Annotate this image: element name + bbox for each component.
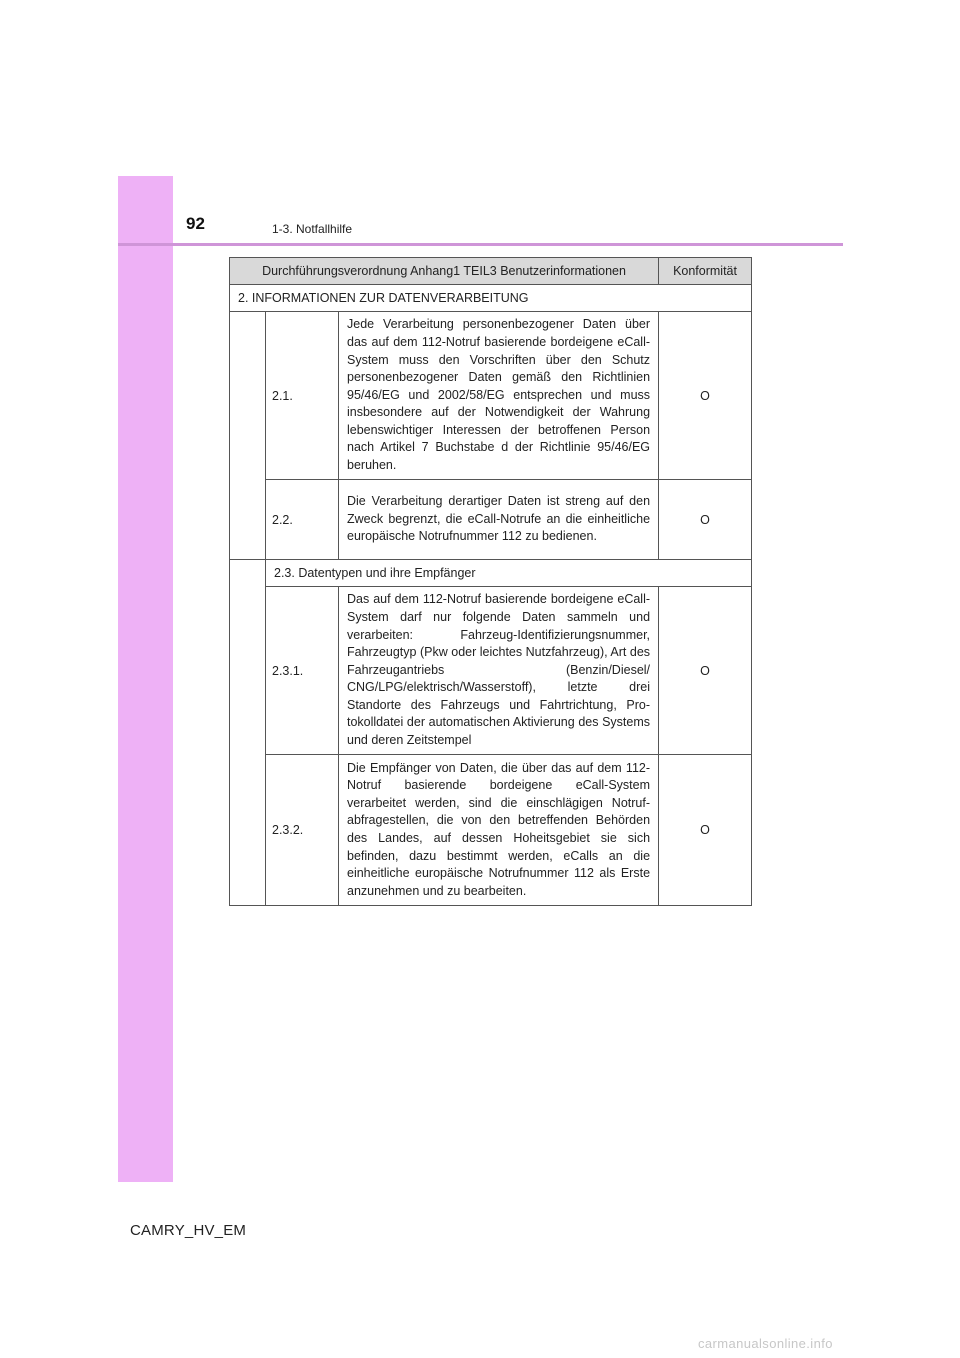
table-row <box>230 587 752 755</box>
table-header-row <box>230 258 752 285</box>
indent-cell <box>230 312 266 560</box>
row-text: Die Empfänger von Daten, die über das auf dem 112-Notruf basierende bordeigene eCall-System verarbeitet werden, sind die einschlägigen Notrufabfragestellen, die von den betreffenden Behörden des Landes, auf dessen Hoheitsgebiet sie sich befinden, dazu bestimmt werden, eCalls an die einheitliche europäische Notrufnummer 112 als Erste anzunehmen und zu bearbeiten. <box>339 755 659 906</box>
row-conformity: O <box>659 480 752 560</box>
model-code: CAMRY_HV_EM <box>130 1222 247 1239</box>
watermark-text: carmanualsonline.info <box>698 1336 833 1351</box>
row-text: Die Verarbeitung derartiger Daten ist streng auf den Zweck begrenzt, die eCall-Notrufe an die einheitliche europäische Notrufnummer 112 zu bedienen. <box>339 480 659 560</box>
row-code: 2.3.1. <box>266 587 339 755</box>
table-row <box>230 312 752 480</box>
row-code: 2.2. <box>266 480 339 560</box>
section-row <box>230 285 752 312</box>
table-row <box>230 755 752 906</box>
conformity-table <box>229 257 752 906</box>
column-header-conformity: Konformität <box>659 258 752 285</box>
section-heading: 2. INFORMATIONEN ZUR DATENVERARBEITUNG <box>230 285 752 312</box>
row-conformity: O <box>659 587 752 755</box>
row-text: Das auf dem 112-Notruf basierende bordeigene eCall-System darf nur folgende Daten sammeln und verarbeiten: Fahrzeug-Identifizierungsnummer, Fahrzeugtyp (Pkw oder leichtes Nutzfahrzeug), Art des Fahrzeugantriebs (Benzin/Diesel/ CNG/LPG/elektrisch/Wasserstoff), letzte drei Standorte des Fahrzeugs und Fahrtrichtung, Protokolldatei der automatischen Aktivierung des Systems und deren Zeitstempel <box>339 587 659 755</box>
page-number: 92 <box>186 214 205 233</box>
chapter-tab-band <box>118 176 173 1182</box>
subsection-row <box>230 560 752 587</box>
indent-cell <box>230 560 266 906</box>
table-row <box>230 480 752 560</box>
subsection-heading: 2.3. Datentypen und ihre Empfänger <box>266 560 752 587</box>
column-header-regulation: Durchführungsverordnung Anhang1 TEIL3 Benutzerinformationen <box>230 258 659 285</box>
header-rule <box>118 243 843 246</box>
section-title: 1-3. Notfallhilfe <box>272 222 353 236</box>
row-code: 2.3.2. <box>266 755 339 906</box>
row-conformity: O <box>659 312 752 480</box>
row-text: Jede Verarbeitung personenbezogener Daten über das auf dem 112-Notruf basierende bordeigene eCall-System muss den Vorschriften über den Schutz personenbezogener Daten gemäß den Richtlinien 95/46/EG und 2002/58/EG entsprechen und muss insbesondere auf der Notwendigkeit der Wahrung lebenswichtiger Interessen der betroffenen Person nach Artikel 7 Buchstabe d der Richtlinie 95/46/EG beruhen. <box>339 312 659 480</box>
row-conformity: O <box>659 755 752 906</box>
row-code: 2.1. <box>266 312 339 480</box>
